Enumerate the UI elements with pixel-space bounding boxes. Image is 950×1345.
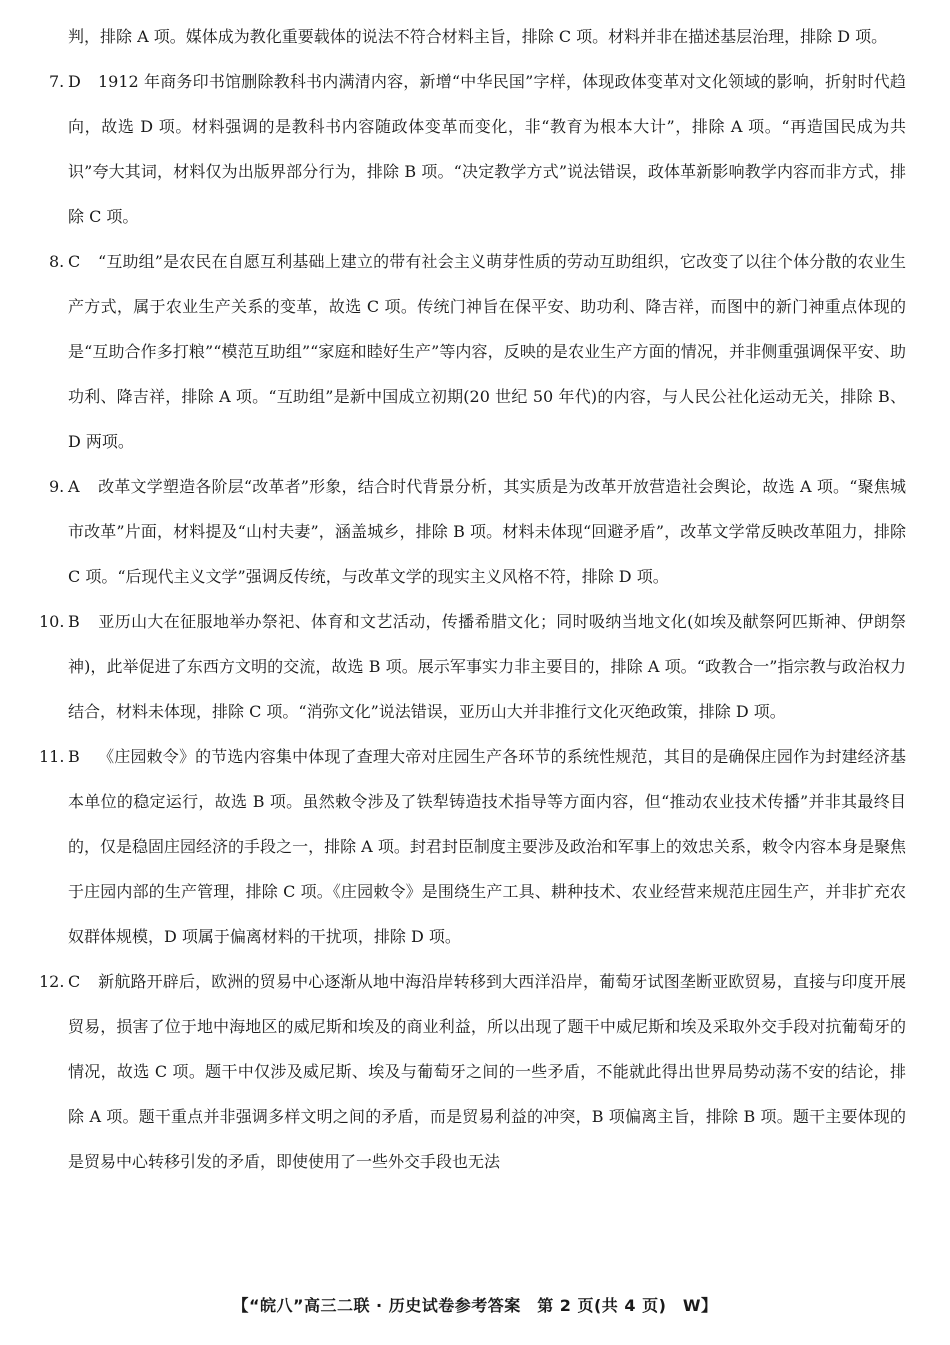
item-explanation: 1912 年商务印书馆删除教科书内满清内容，新增“中华民国”字样，体现政体变革对文化领域的影响，折射时代趋向，故选 D 项。材料强调的是教科书内容随政体变革而变化，非“教育为根本大计”，排除 A 项。“再造国民成为共识”夸大其词，材料仅为出版界部分行为，排除 B 项。“决定教学方式”说法错误，政体革新影响教学内容而非方式，排除 C 项。 — [68, 72, 906, 226]
item-number: 12. — [39, 972, 65, 991]
item-explanation: 《庄园敕令》的节选内容集中体现了查理大帝对庄园生产各环节的系统性规范，其目的是确保庄园作为封建经济基本单位的稳定运行，故选 B 项。虽然敕令涉及了铁犁铸造技术指导等方面内容，但“推动农业技术传播”并非其最终目的，仅是稳固庄园经济的手段之一，排除 A 项。封君封臣制度主要涉及政治和军事上的效忠关系，敕令内容本身是聚焦于庄园内部的生产管理，排除 C 项。《庄园敕令》是围绕生产工具、耕种技术、农业经营来规范庄园生产，并非扩充农奴群体规模，D 项属于偏离材料的干扰项，排除 D 项。 — [68, 747, 906, 946]
item-explanation: “互助组”是农民在自愿互利基础上建立的带有社会主义萌芽性质的劳动互助组织，它改变了以往个体分散的农业生产方式，属于农业生产关系的变革，故选 C 项。传统门神旨在保平安、助功利、降吉祥，而图中的新门神重点体现的是“互助合作多打粮”“模范互助组”“家庭和睦好生产”等内容，反映的是农业生产方面的情况，并非侧重强调保平安、助功利、降吉祥，排除 A 项。“互助组”是新中国成立初期(20 世纪 50 年代)的内容，与人民公社化运动无关，排除 B、D 两项。 — [68, 252, 906, 451]
item-number: 8. — [49, 252, 65, 271]
item-explanation: 改革文学塑造各阶层“改革者”形象，结合时代背景分析，其实质是为改革开放营造社会舆论，故选 A 项。“聚焦城市改革”片面，材料提及“山村夫妻”，涵盖城乡，排除 B 项。材料未体现“回避矛盾”，改革文学常反映改革阻力，排除 C 项。“后现代主义文学”强调反传统，与改革文学的现实主义风格不符，排除 D 项。 — [68, 477, 906, 586]
item-number: 7. — [49, 72, 65, 91]
item-answer: C — [68, 252, 81, 271]
page-content — [39, 14, 906, 1184]
item-answer: D — [68, 72, 81, 91]
item-number: 10. — [39, 612, 65, 631]
item-explanation: 新航路开辟后，欧洲的贸易中心逐渐从地中海沿岸转移到大西洋沿岸，葡萄牙试图垄断亚欧贸易，直接与印度开展贸易，损害了位于地中海地区的威尼斯和埃及的商业利益，所以出现了题干中威尼斯和埃及采取外交手段对抗葡萄牙的情况，故选 C 项。题干中仅涉及威尼斯、埃及与葡萄牙之间的一些矛盾，不能就此得出世界局势动荡不安的结论，排除 A 项。题干重点并非强调多样文明之间的矛盾，而是贸易利益的冲突，B 项偏离主旨，排除 B 项。题干主要体现的是贸易中心转移引发的矛盾，即使使用了一些外交手段也无法 — [68, 972, 906, 1171]
answer-item-10 — [39, 599, 906, 734]
item-answer: B — [68, 747, 80, 766]
answer-item-8 — [49, 239, 906, 464]
item-answer: C — [68, 972, 81, 991]
continuation-paragraph: 判，排除 A 项。媒体成为教化重要载体的说法不符合材料主旨，排除 C 项。材料并非在描述基层治理，排除 D 项。 — [68, 27, 888, 46]
item-answer: B — [68, 612, 80, 631]
answer-item-7 — [49, 59, 906, 239]
item-number: 11. — [39, 747, 65, 766]
item-explanation: 亚历山大在征服地举办祭祀、体育和文艺活动，传播希腊文化；同时吸纳当地文化(如埃及献祭阿匹斯神、伊朗祭神)，此举促进了东西方文明的交流，故选 B 项。展示军事实力非主要目的，排除 A 项。“政教合一”指宗教与政治权力结合，材料未体现，排除 C 项。“消弥文化”说法错误，亚历山大并非推行文化灭绝政策，排除 D 项。 — [68, 612, 906, 721]
page-footer: 【“皖八”高三二联 · 历史试卷参考答案 第 2 页(共 4 页) W】 — [232, 1296, 718, 1315]
item-number: 9. — [49, 477, 65, 496]
answer-item-12 — [39, 959, 906, 1184]
answer-item-9 — [49, 464, 906, 599]
answer-item-11 — [39, 734, 906, 959]
item-answer: A — [68, 477, 80, 496]
